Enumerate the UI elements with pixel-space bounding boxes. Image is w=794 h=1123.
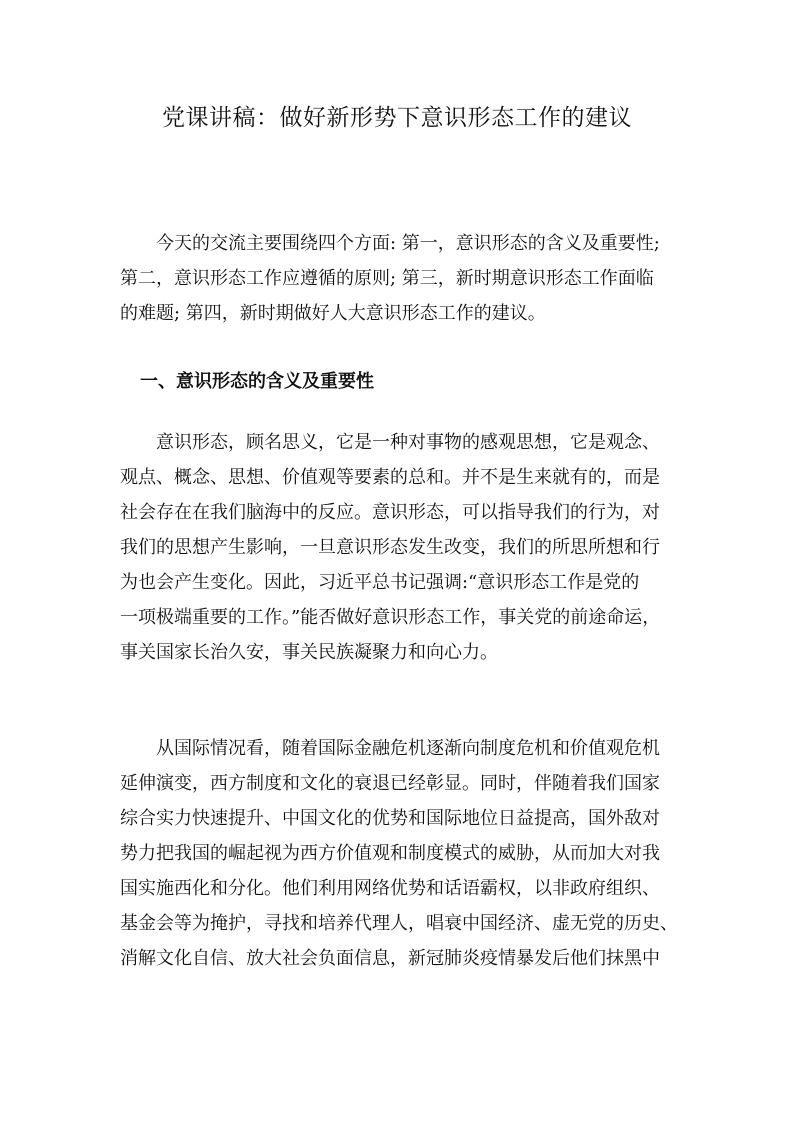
text-line: 意识形态，顾名思义，它是一种对事物的感观思想，它是观念、 [120, 432, 660, 453]
text-line: 基金会等为掩护，寻找和培养代理人，唱衰中国经济、虚无党的历史、 [120, 913, 678, 934]
text-line: 从国际情况看，随着国际金融危机逐渐向制度危机和价值观危机 [120, 738, 660, 759]
text-line: 今天的交流主要围绕四个方面: 第一，意识形态的含义及重要性; [120, 233, 660, 254]
text-line: 的难题; 第四，新时期做好人大意识形态工作的建议。 [120, 303, 546, 324]
body-paragraph-1 [120, 425, 660, 670]
section-heading: 一、意识形态的含义及重要性 [140, 371, 374, 392]
text-line: 我们的思想产生影响，一旦意识形态发生改变，我们的所思所想和行 [120, 537, 660, 558]
text-line: 势力把我国的崛起视为西方价值观和制度模式的威胁，从而加大对我 [120, 843, 660, 864]
page-title: 党课讲稿：做好新形势下意识形态工作的建议 [162, 105, 632, 131]
text-line: 国实施西化和分化。他们利用网络优势和话语霸权，以非政府组织、 [120, 878, 660, 899]
text-line: 观点、概念、思想、价值观等要素的总和。并不是生来就有的，而是 [120, 467, 660, 488]
body-paragraph-2 [120, 731, 678, 976]
text-line: 消解文化自信、放大社会负面信息，新冠肺炎疫情暴发后他们抹黑中 [120, 948, 660, 969]
text-line: 社会存在在我们脑海中的反应。意识形态，可以指导我们的行为，对 [120, 502, 660, 523]
text-line: 综合实力快速提升、中国文化的优势和国际地位日益提高，国外敌对 [120, 808, 660, 829]
text-line: 延伸演变，西方制度和文化的衰退已经彰显。同时，伴随着我们国家 [120, 773, 660, 794]
intro-paragraph [120, 226, 660, 331]
text-line: 一项极端重要的工作。”能否做好意识形态工作，事关党的前途命运， [120, 607, 661, 628]
text-line: 事关国家长治久安，事关民族凝聚力和向心力。 [120, 642, 498, 663]
text-line: 第二，意识形态工作应遵循的原则; 第三，新时期意识形态工作面临 [120, 268, 654, 289]
text-line: 为也会产生变化。因此，习近平总书记强调:“意识形态工作是党的 [120, 572, 640, 593]
